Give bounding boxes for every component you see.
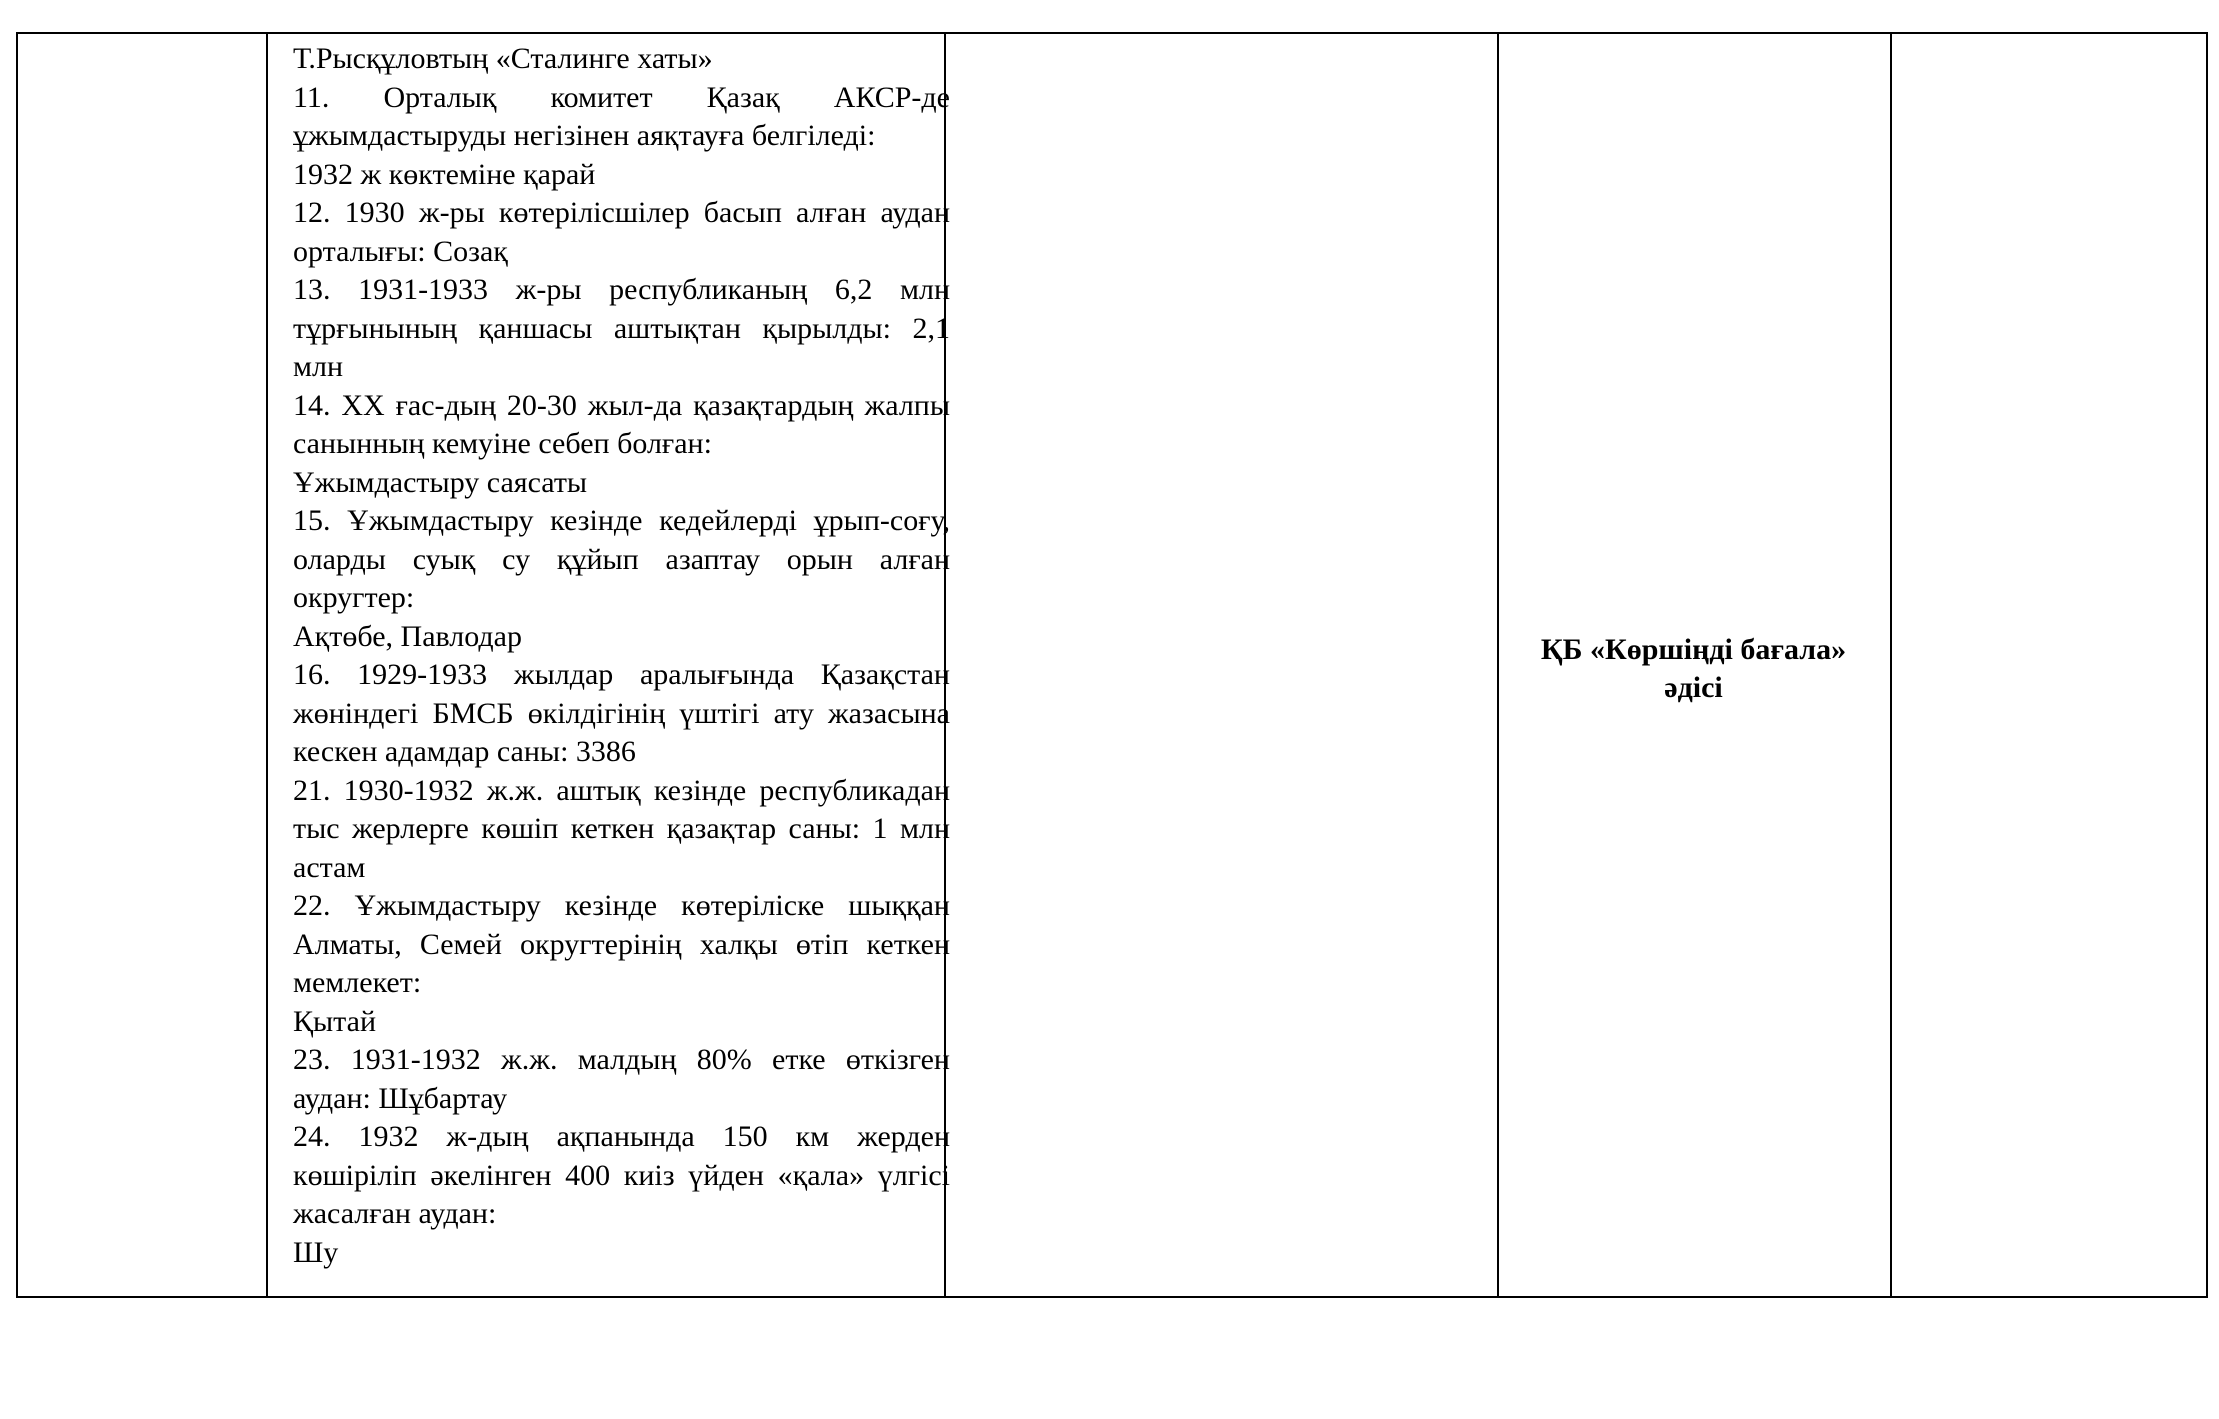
- assessment-method-label: [1541, 631, 1846, 707]
- text-line: 1932 ж көктеміне қарай: [293, 157, 596, 191]
- method-subtitle: әдісі: [1664, 671, 1723, 704]
- assessment-method-cell: [1497, 34, 1890, 1296]
- text-line: 23. 1931-1932 ж.ж. малдың 80% етке өткізген аудан: Шұбартау: [293, 1043, 950, 1115]
- text-line: Қытай: [293, 1004, 377, 1038]
- column-divider-4: [1890, 34, 1892, 1296]
- method-title: ҚБ «Көршіңді бағала»: [1540, 633, 1847, 666]
- text-line: Ақтөбе, Павлодар: [293, 619, 522, 653]
- text-line: 15. Ұжымдастыру кезінде кедейлерді ұрып-соғу, оларды суық су құйып азаптау орын алған округтер:: [293, 504, 950, 614]
- text-line: 12. 1930 ж-ры көтерілісшілер басып алған аудан орталығы: Созақ: [293, 196, 950, 268]
- lesson-table: [16, 32, 2208, 1298]
- text-line: 21. 1930-1932 ж.ж. аштық кезінде республикадан тыс жерлерге көшіп кеткен қазақтар саны: 1 млн астам: [293, 773, 950, 884]
- text-line: Шу: [293, 1235, 339, 1269]
- text-line: 24. 1932 ж-дың ақпанында 150 км жерден көшіріліп әкелінген 400 киіз үйден «қала» үлгісі жасалған аудан:: [293, 1120, 950, 1230]
- text-line: Ұжымдастыру саясаты: [293, 465, 588, 499]
- text-line: 22. Ұжымдастыру кезінде көтеріліске шыққан Алматы, Семей округтерінің халқы өтіп кеткен мемлекет:: [293, 889, 950, 999]
- text-line: 14. XX ғас-дың 20-30 жыл-да қазақтардың жалпы санынның кемуіне себеп болған:: [293, 388, 950, 460]
- text-line: 16. 1929-1933 жылдар аралығында Қазақстан жөніндегі БМСБ өкілдігінің үштігі ату жазасына кескен адамдар саны: 3386: [293, 658, 950, 768]
- question-answer-cell: [283, 34, 950, 1272]
- column-divider-1: [266, 34, 268, 1296]
- text-line: Т.Рысқұловтың «Сталинге хаты»: [293, 42, 713, 75]
- text-line: 11. Орталық комитет Қазақ АКСР-де ұжымдастыруды негізінен аяқтауға белгіледі:: [293, 80, 950, 152]
- text-line: 13. 1931-1933 ж-ры республиканың 6,2 млн тұрғынының қаншасы аштықтан қырылды: 2,1 млн: [293, 273, 950, 383]
